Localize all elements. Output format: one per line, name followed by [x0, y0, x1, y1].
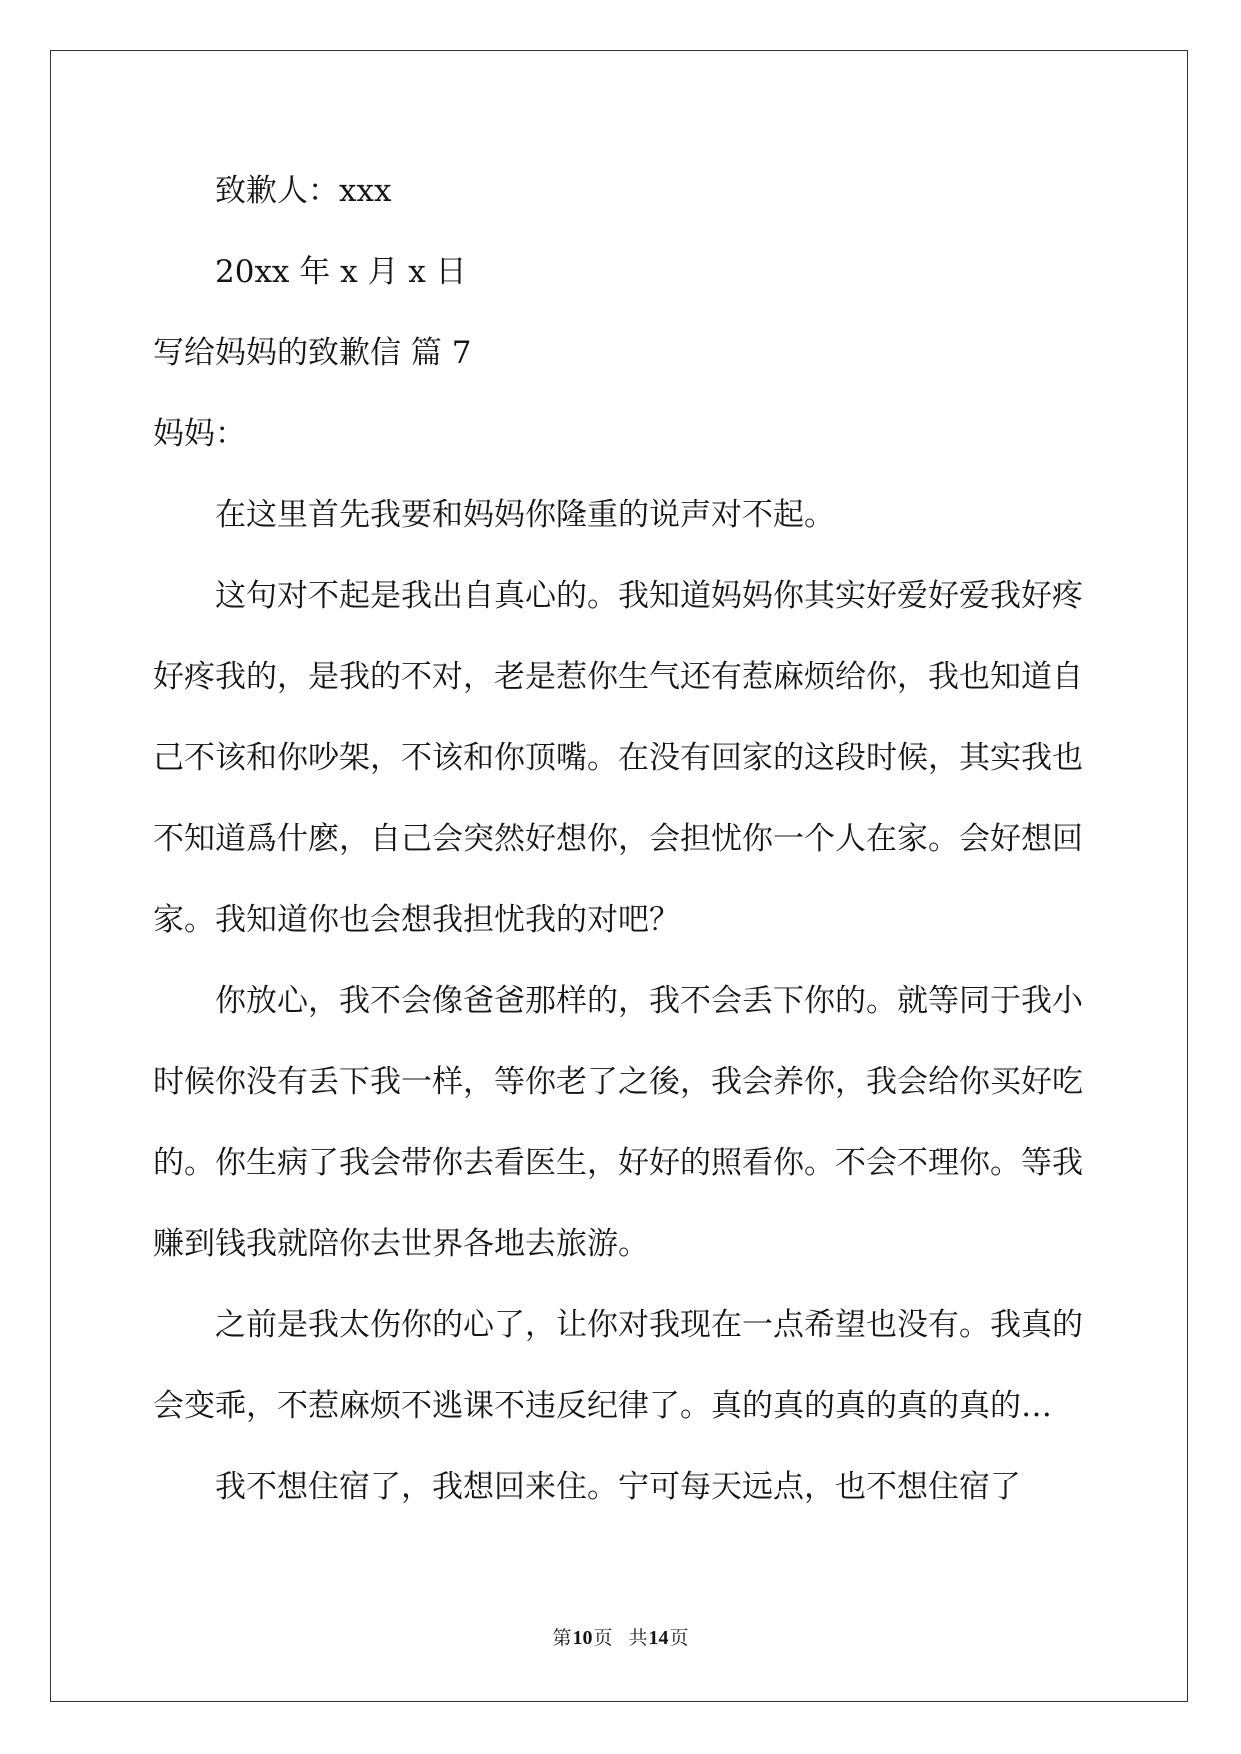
page-footer [0, 1625, 1241, 1651]
section-title: 写给妈妈的致歉信 篇 7 [153, 335, 472, 371]
body-line: 时候你没有丢下我一样，等你老了之後，我会养你，我会给你买好吃 [153, 1064, 1083, 1100]
body-line: 会变乖，不惹麻烦不逃课不违反纪律了。真的真的真的真的真的… [153, 1388, 1052, 1424]
body-line: 之前是我太伤你的心了，让你对我现在一点希望也没有。我真的 [215, 1307, 1083, 1343]
body-line: 我不想住宿了，我想回来住。宁可每天远点，也不想住宿了 [215, 1469, 1021, 1505]
total-pages: 14 [648, 1627, 669, 1649]
page-prefix: 第 [552, 1627, 572, 1649]
paragraph [153, 961, 1093, 1285]
document-body [153, 151, 1093, 1528]
body-line: 赚到钱我就陪你去世界各地去旅游。 [153, 1226, 649, 1262]
body-line: 的。你生病了我会带你去看医生，好好的照看你。不会不理你。等我 [153, 1145, 1083, 1181]
total-prefix: 共 [628, 1627, 648, 1649]
body-line: 你放心，我不会像爸爸那样的，我不会丢下你的。就等同于我小 [215, 983, 1083, 1019]
body-line: 不知道爲什麽，自己会突然好想你，会担忧你一个人在家。会好想回 [153, 821, 1083, 857]
body-line: 好疼我的，是我的不对，老是惹你生气还有惹麻烦给你，我也知道自 [153, 659, 1083, 695]
paragraph [153, 475, 1093, 556]
paragraph [153, 556, 1093, 961]
body-line: 这句对不起是我出自真心的。我知道妈妈你其实好爱好爱我好疼 [215, 578, 1083, 614]
signature-date: 20xx 年 x 月 x 日 [215, 254, 467, 290]
body-line: 家。我知道你也会想我担忧我的对吧？ [153, 902, 680, 938]
salutation: 妈妈： [153, 416, 246, 452]
body-line: 己不该和你吵架，不该和你顶嘴。在没有回家的这段时候，其实我也 [153, 740, 1083, 776]
paragraph [153, 1447, 1093, 1528]
page-number: 10 [572, 1627, 593, 1649]
page-suffix: 页 [593, 1627, 613, 1649]
paragraph [153, 1285, 1093, 1447]
signature-label: 致歉人：xxx [215, 173, 392, 209]
total-suffix: 页 [669, 1627, 689, 1649]
body-line: 在这里首先我要和妈妈你隆重的说声对不起。 [215, 497, 835, 533]
